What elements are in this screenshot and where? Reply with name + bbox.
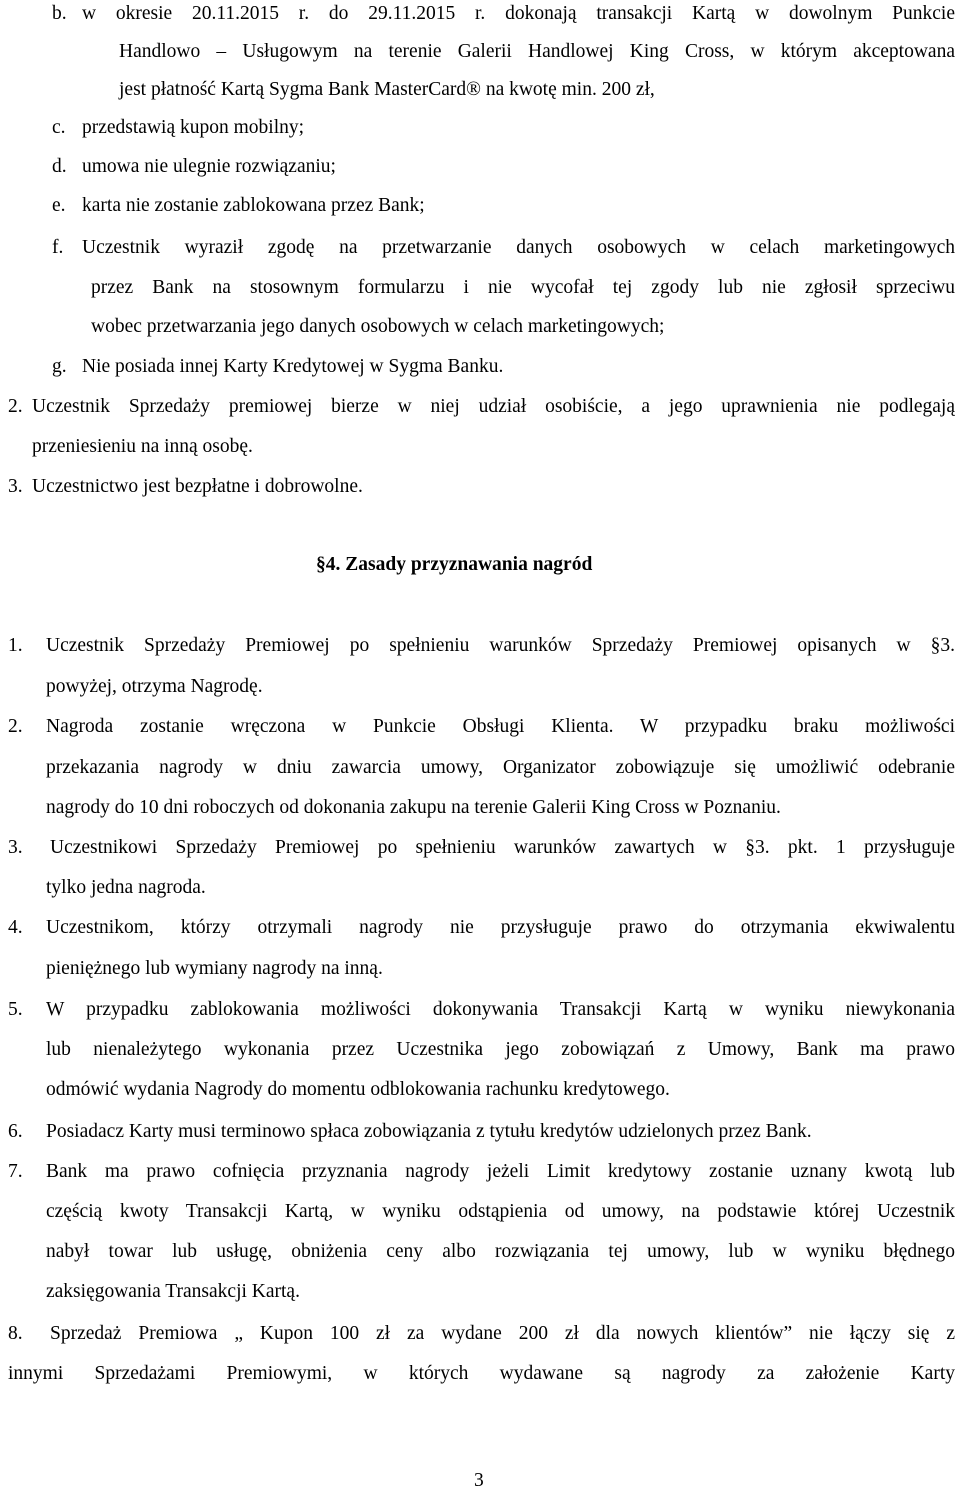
point-text: przeniesieniu na inną osobę.	[32, 436, 253, 457]
item-text: Sprzedaż Premiowa „ Kupon 100 zł za wydane 200 zł dla nowych klientów” nie łączy się z	[50, 1323, 955, 1344]
item-text: innymi Sprzedażami Premiowymi, w których wydawane są nagrody za założenie Karty	[8, 1363, 955, 1384]
list-label: d.	[52, 156, 67, 177]
item-text: lub nienależytego wykonania przez Uczestnika jego zobowiązań z Umowy, Bank ma prawo	[46, 1039, 955, 1060]
item-text: odmówić wydania Nagrody do momentu odblokowania rachunku kredytowego.	[46, 1079, 670, 1100]
list-item-text: przedstawią kupon mobilny;	[82, 117, 305, 138]
item-text: tylko jedna nagroda.	[46, 877, 206, 898]
list-label: g.	[52, 356, 67, 377]
list-label: b.	[52, 3, 67, 24]
point-label: 2.	[8, 396, 23, 417]
item-text: W przypadku zablokowania możliwości dokonywania Transakcji Kartą w wyniku niewykonania	[46, 999, 955, 1020]
list-item-text: Uczestnik wyraził zgodę na przetwarzanie danych osobowych w celach marketingowych	[82, 237, 955, 258]
page-number: 3	[474, 1470, 484, 1491]
item-text: nagrody do 10 dni roboczych od dokonania zakupu na terenie Galerii King Cross w Poznaniu.	[46, 797, 781, 818]
item-number: 3.	[8, 837, 23, 858]
list-item-text: umowa nie ulegnie rozwiązaniu;	[82, 156, 336, 177]
item-text: pieniężnego lub wymiany nagrody na inną.	[46, 958, 383, 979]
list-item-text: Handlowo – Usługowym na terenie Galerii Handlowej King Cross, w którym akceptowana	[119, 41, 955, 62]
item-text: przekazania nagrody w dniu zawarcia umowy, Organizator zobowiązuje się umożliwić odebranie	[46, 757, 955, 778]
item-number: 2.	[8, 716, 23, 737]
item-number: 4.	[8, 917, 23, 938]
item-text: Uczestnik Sprzedaży Premiowej po spełnieniu warunków Sprzedaży Premiowej opisanych w §3.	[46, 635, 955, 656]
item-text: Nagroda zostanie wręczona w Punkcie Obsługi Klienta. W przypadku braku możliwości	[46, 716, 955, 737]
list-item-text: jest płatność Kartą Sygma Bank MasterCard® na kwotę min. 200 zł,	[119, 79, 655, 100]
list-item-text: w okresie 20.11.2015 r. do 29.11.2015 r. dokonają transakcji Kartą w dowolnym Punkcie	[82, 3, 955, 24]
point-text: Uczestnictwo jest bezpłatne i dobrowolne.	[32, 476, 363, 497]
item-number: 1.	[8, 635, 23, 656]
list-item-text: karta nie zostanie zablokowana przez Bank;	[82, 195, 425, 216]
list-label: c.	[52, 117, 66, 138]
list-item-text: Nie posiada innej Karty Kredytowej w Sygma Banku.	[82, 356, 504, 377]
item-text: Uczestnikom, którzy otrzymali nagrody nie przysługuje prawo do otrzymania ekwiwalentu	[46, 917, 955, 938]
item-text: częścią kwoty Transakcji Kartą, w wyniku odstąpienia od umowy, na podstawie której Uczestnik	[46, 1201, 955, 1222]
item-number: 6.	[8, 1121, 23, 1142]
item-text: nabył towar lub usługę, obniżenia ceny albo rozwiązania tej umowy, lub w wyniku błędnego	[46, 1241, 955, 1262]
item-number: 5.	[8, 999, 23, 1020]
item-text: Bank ma prawo cofnięcia przyznania nagrody jeżeli Limit kredytowy zostanie uznany kwotą lub	[46, 1161, 955, 1182]
point-label: 3.	[8, 476, 23, 497]
list-label: e.	[52, 195, 66, 216]
item-text: powyżej, otrzyma Nagrodę.	[46, 676, 263, 697]
list-label: f.	[52, 237, 64, 258]
item-number: 8.	[8, 1323, 23, 1344]
point-text: Uczestnik Sprzedaży premiowej bierze w niej udział osobiście, a jego uprawnienia nie podlegają	[32, 396, 955, 417]
list-item-text: wobec przetwarzania jego danych osobowych w celach marketingowych;	[91, 316, 665, 337]
item-text: Uczestnikowi Sprzedaży Premiowej po spełnieniu warunków zawartych w §3. pkt. 1 przysługuje	[50, 837, 955, 858]
item-number: 7.	[8, 1161, 23, 1182]
item-text: Posiadacz Karty musi terminowo spłaca zobowiązania z tytułu kredytów udzielonych przez Bank.	[46, 1121, 812, 1142]
section-heading: §4. Zasady przyznawania nagród	[316, 554, 593, 575]
item-text: zaksięgowania Transakcji Kartą.	[46, 1281, 300, 1302]
list-item-text: przez Bank na stosownym formularzu i nie wycofał tej zgody lub nie zgłosił sprzeciwu	[91, 277, 955, 298]
